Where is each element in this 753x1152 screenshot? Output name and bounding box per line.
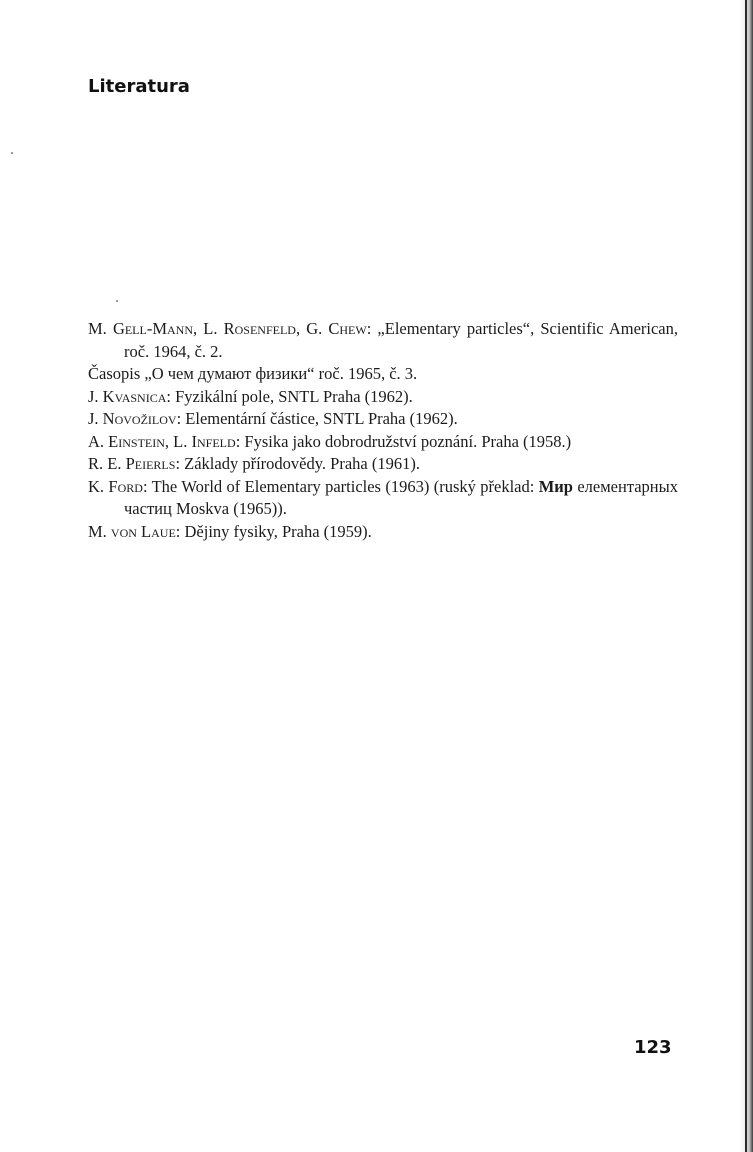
reference-item: [88, 386, 678, 409]
page-number: 123: [634, 1037, 672, 1058]
reference-item: [88, 521, 678, 544]
reference-text: J.: [88, 409, 103, 428]
reference-text: J.: [88, 386, 103, 406]
reference-text: R. E.: [88, 454, 126, 473]
reference-text: M.: [88, 521, 111, 541]
section-heading: Literatura: [88, 76, 190, 97]
reference-text: M.: [88, 319, 113, 338]
reference-text: K.: [88, 476, 109, 496]
reference-item: [88, 408, 678, 431]
author-name: Peierls: [125, 454, 176, 473]
reference-item: [88, 453, 678, 476]
reference-item: [88, 363, 678, 386]
reference-text: : Základy přírodovědy. Praha (1961).: [175, 454, 420, 473]
reference-text: елементарных частиц Moskva (1965)).: [124, 476, 678, 518]
author-name: Ford: [108, 476, 143, 496]
scan-speck: [11, 152, 13, 154]
reference-text: : Dějiny fysiky, Praha (1959).: [175, 521, 372, 541]
author-name: Rosenfeld: [223, 319, 296, 338]
bold-title-word: Мир: [538, 476, 573, 496]
reference-item: [88, 431, 678, 454]
reference-item: [88, 318, 678, 363]
author-name: Infeld: [191, 431, 236, 451]
author-name: von Laue: [110, 521, 176, 541]
author-name: Gell-Mann: [112, 319, 194, 338]
reference-list: [88, 318, 678, 543]
page-edge-line: [745, 0, 747, 1152]
reference-text: , L.: [193, 319, 224, 338]
reference-item: [88, 476, 678, 521]
reference-text: : The World of Elementary particles (1963) (ruský překlad:: [142, 476, 539, 496]
author-name: Kvasnica: [102, 386, 167, 406]
reference-text: Časopis „О чем думают физики“ roč. 1965, č. 3.: [88, 364, 418, 383]
reference-text: : Elementární částice, SNTL Praha (1962).: [176, 409, 458, 428]
reference-text: : Fysika jako dobrodružství poznání. Praha (1958.): [235, 431, 572, 451]
author-name: Novožilov: [102, 409, 177, 428]
reference-text: A.: [88, 431, 109, 451]
reference-text: , G.: [295, 319, 329, 338]
reference-text: : Fyzikální pole, SNTL Praha (1962).: [166, 386, 413, 406]
reference-text: , L.: [164, 431, 192, 451]
author-name: Einstein: [108, 431, 165, 451]
author-name: Chew: [328, 319, 367, 338]
reference-text: : „Elementary particles“, Scientific American, roč. 1964, č. 2.: [124, 319, 678, 361]
scan-speck: [116, 300, 118, 302]
